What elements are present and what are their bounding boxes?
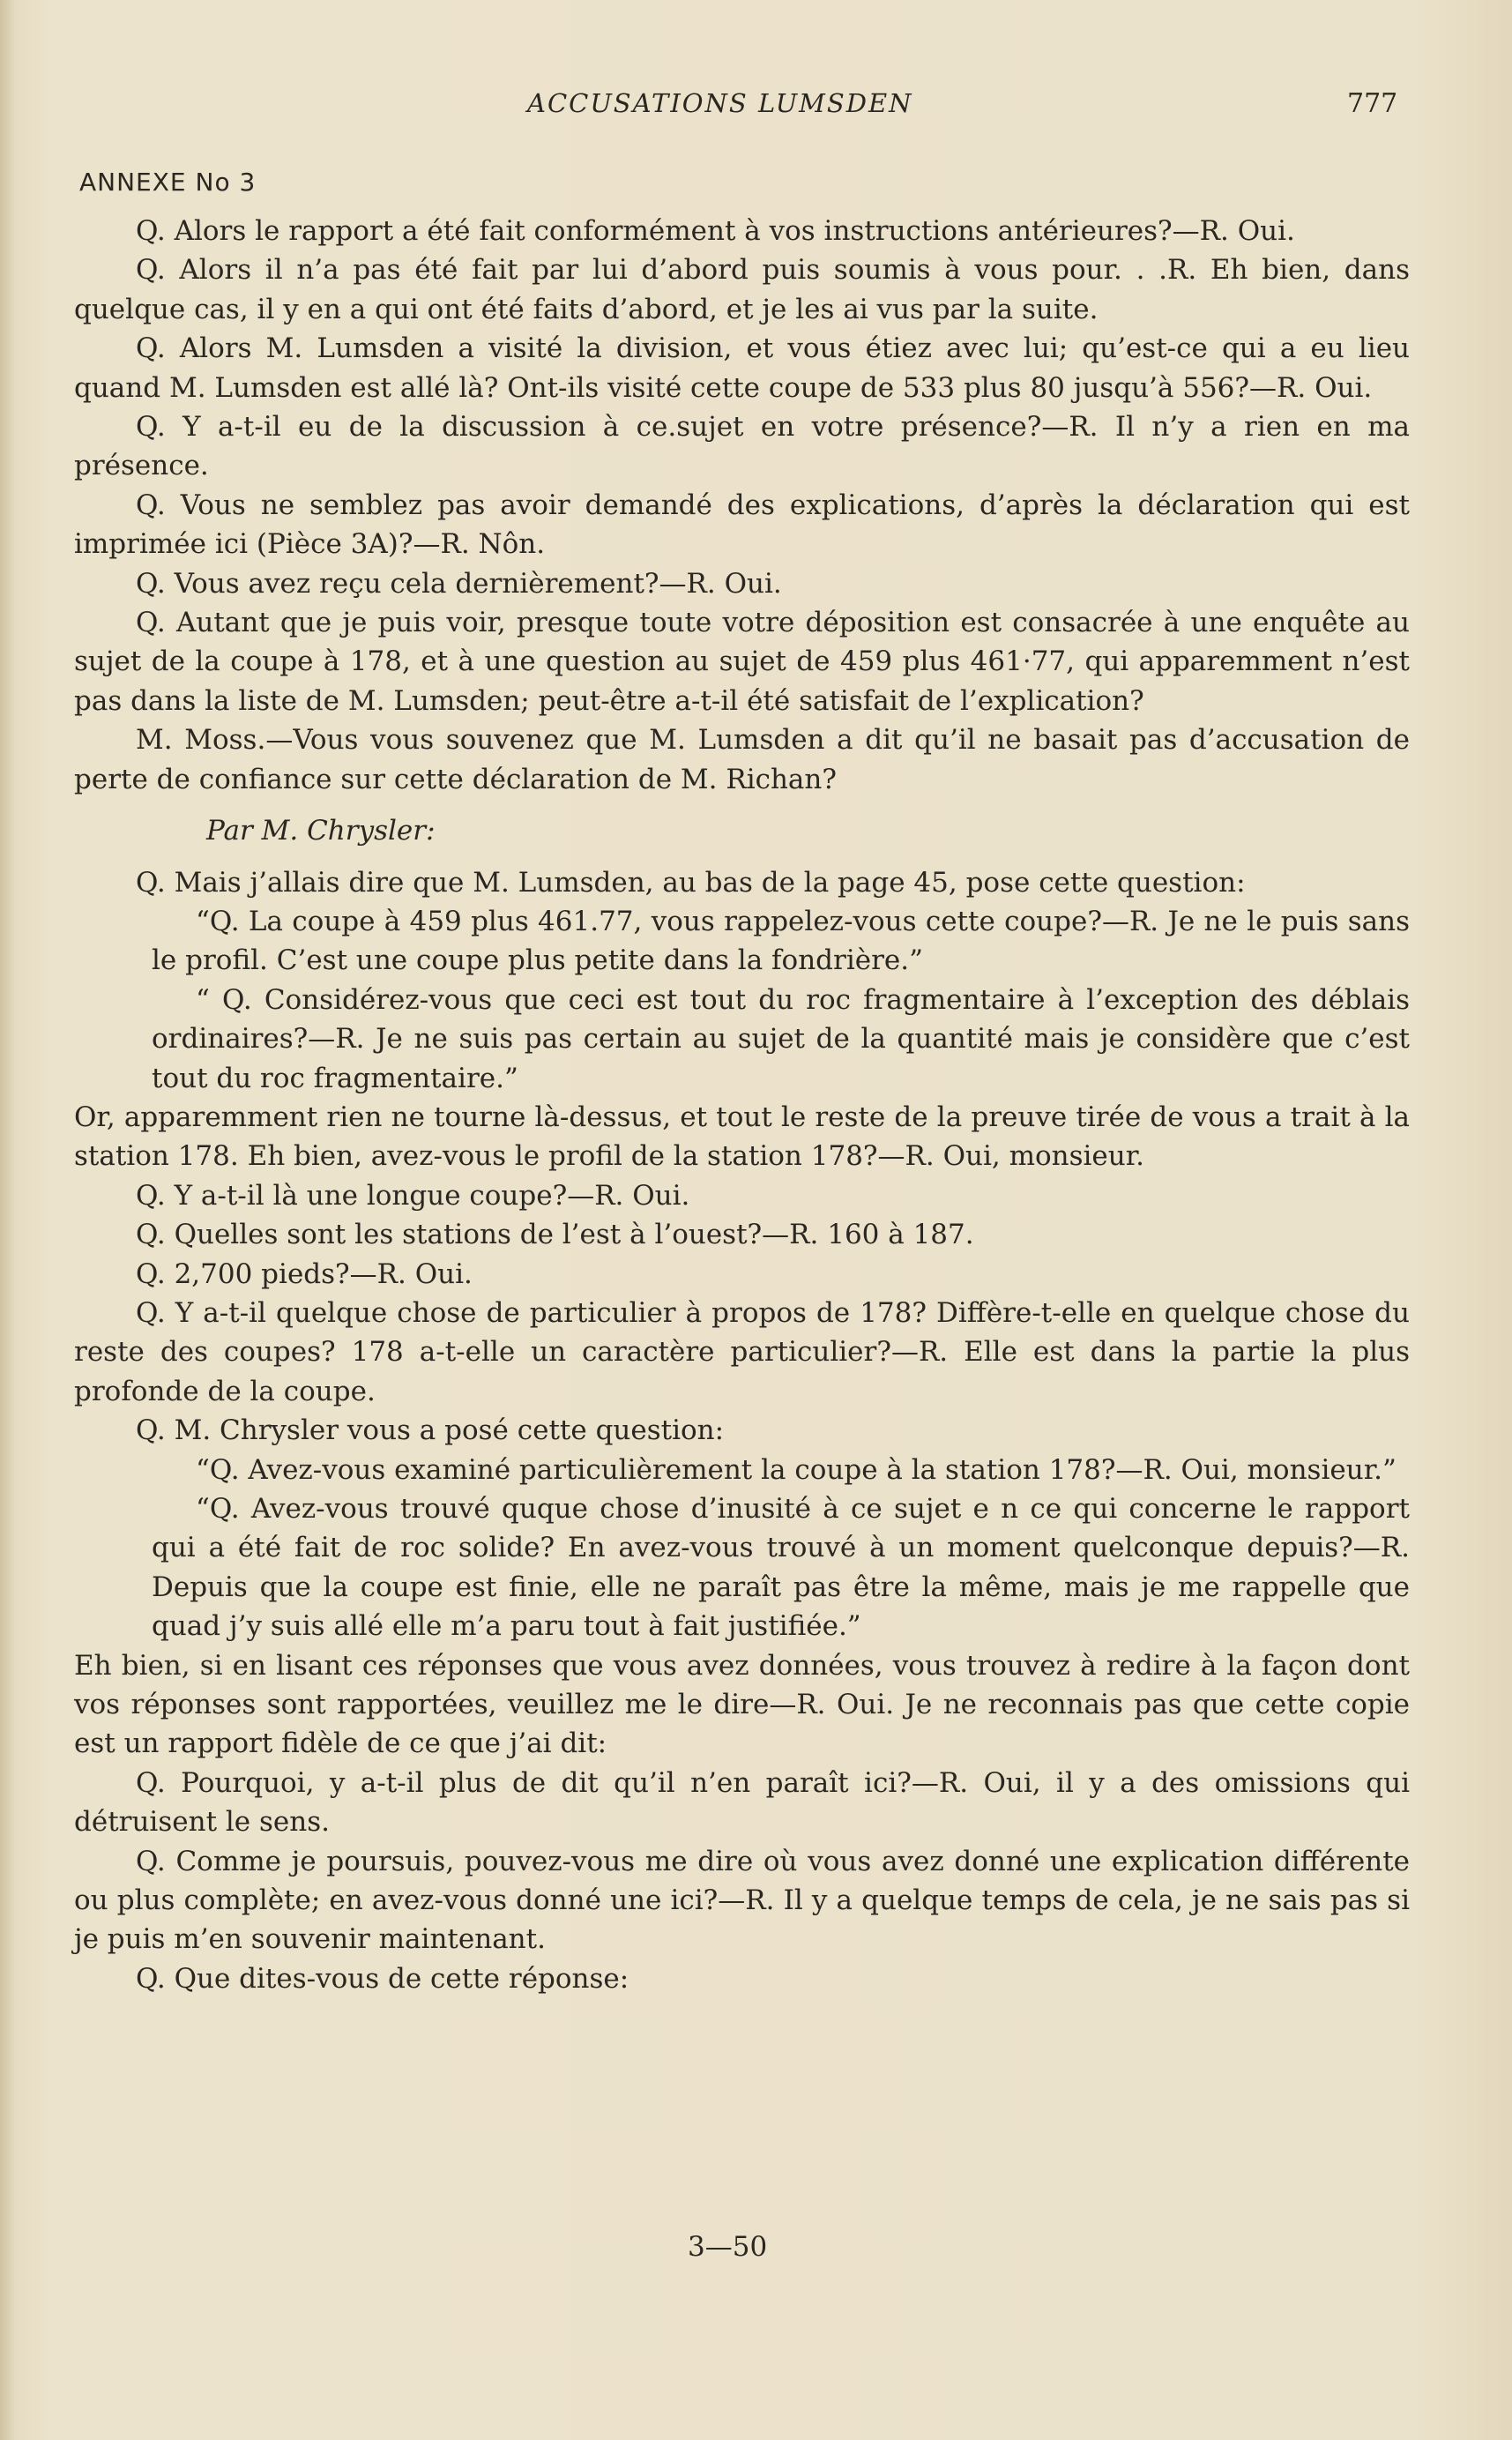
paragraph: Or, apparemment rien ne tourne là-dessus, et tout le reste de la preuve tirée de vous a trait à la station 178. Eh bien, avez-vous le profil de la station 178?—R. Oui, monsieur. — [74, 1101, 1410, 1173]
paragraph: M. Moss.—Vous vous souvenez que M. Lumsden a dit qu’il ne basait pas d’accusation de perte de confiance sur cette déclaration de M. Richan? — [74, 724, 1410, 795]
paragraph: Q. Comme je poursuis, pouvez-vous me dire où vous avez donné une explication différente ou plus complète; en avez-vous donné une ici?—R. Il y a quelque temps de cela, je ne sais pas si je puis m’en souvenir maintenant. — [74, 1845, 1410, 1956]
paragraph: Q. Y a-t-il eu de la discussion à ce.sujet en votre présence?—R. Il n’y a rien en ma présence. — [74, 411, 1410, 482]
paragraph: Q. Quelles sont les stations de l’est à l’ouest?—R. 160 à 187. — [136, 1219, 974, 1251]
paragraph: Q. Alors le rapport a été fait conformément à vos instructions antérieures?—R. Oui. — [136, 215, 1295, 247]
paragraph: Q. Que dites-vous de cette réponse: — [136, 1962, 629, 1995]
paragraph: Q. 2,700 pieds?—R. Oui. — [136, 1257, 473, 1290]
paragraph: Q. Y a-t-il là une longue coupe?—R. Oui. — [136, 1179, 690, 1212]
paragraph: Q. Autant que je puis voir, presque toute votre déposition est consacrée à une enquête au sujet de la coupe à 178, et à une question au sujet de 459 plus 461·77, qui apparemment n’est pas dans la liste de M. Lumsden; peut-être a-t-il été satisfait de l’explication? — [74, 607, 1410, 717]
paragraph: Q. Pourquoi, y a-t-il plus de dit qu’il n’en paraît ici?—R. Oui, il y a des omissions qui détruisent le sens. — [74, 1766, 1410, 1839]
quoted-paragraph: “Q. Avez-vous trouvé quque chose d’inusité à ce sujet e n ce qui concerne le rapport qui a été fait de roc solide? En avez-vous trouvé à un moment quelconque depuis?—R. Depuis que la coupe est finie, elle ne paraît pas être la même, mais je me rappelle que quad j’y suis allé elle m’a paru tout à fait justifiée.” — [152, 1493, 1410, 1643]
page-number: 777 — [1347, 88, 1398, 119]
quoted-paragraph: “Q. Avez-vous examiné particulièrement la coupe à la station 178?—R. Oui, monsieur.” — [196, 1453, 1397, 1486]
body-text — [74, 212, 1410, 1998]
paragraph: Q. Mais j’allais dire que M. Lumsden, au bas de la page 45, pose cette question: — [136, 866, 1246, 899]
running-header — [0, 88, 1512, 123]
paragraph: Q. Alors M. Lumsden a visité la division, et vous étiez avec lui; qu’est-ce qui a eu lieu quand M. Lumsden est allé là? Ont-ils visité cette coupe de 533 plus 80 jusqu’à 556?—R. Oui. — [74, 332, 1410, 404]
running-title: ACCUSATIONS LUMSDEN — [527, 88, 913, 118]
quoted-paragraph: “ Q. Considérez-vous que ceci est tout du roc fragmentaire à l’exception des déblais ordinaires?—R. Je ne suis pas certain au sujet de la quantité mais je considère que c’est tout du roc fragmentaire.” — [152, 983, 1410, 1094]
paragraph: Q. Vous ne semblez pas avoir demandé des explications, d’après la déclaration qui est imprimée ici (Pièce 3A)?—R. Nôn. — [74, 489, 1410, 561]
annex-label: ANNEXE No 3 — [79, 168, 257, 197]
paragraph: Q. Vous avez reçu cela dernièrement?—R. Oui. — [136, 567, 782, 600]
section-heading: Par M. Chrysler: — [206, 815, 436, 847]
paragraph: Eh bien, si en lisant ces réponses que vous avez données, vous trouvez à redire à la façon dont vos réponses sont rapportées, veuillez me le dire—R. Oui. Je ne reconnais pas que cette copie est un rapport fidèle de ce que j’ai dit: — [74, 1649, 1410, 1760]
paragraph: Q. M. Chrysler vous a posé cette question: — [136, 1414, 725, 1447]
paragraph: Q. Alors il n’a pas été fait par lui d’abord puis soumis à vous pour. . .R. Eh bien, dans quelque cas, il y en a qui ont été faits d’abord, et je les ai vus par la suite. — [74, 254, 1410, 325]
folio: 3—50 — [688, 2231, 768, 2263]
quoted-paragraph: “Q. La coupe à 459 plus 461.77, vous rappelez-vous cette coupe?—R. Je ne le puis sans le profil. C’est une coupe plus petite dans la fondrière.” — [152, 905, 1410, 977]
paragraph: Q. Y a-t-il quelque chose de particulier à propos de 178? Diffère-t-elle en quelque chose du reste des coupes? 178 a-t-elle un caractère particulier?—R. Elle est dans la partie la plus profonde de la coupe. — [74, 1296, 1410, 1407]
